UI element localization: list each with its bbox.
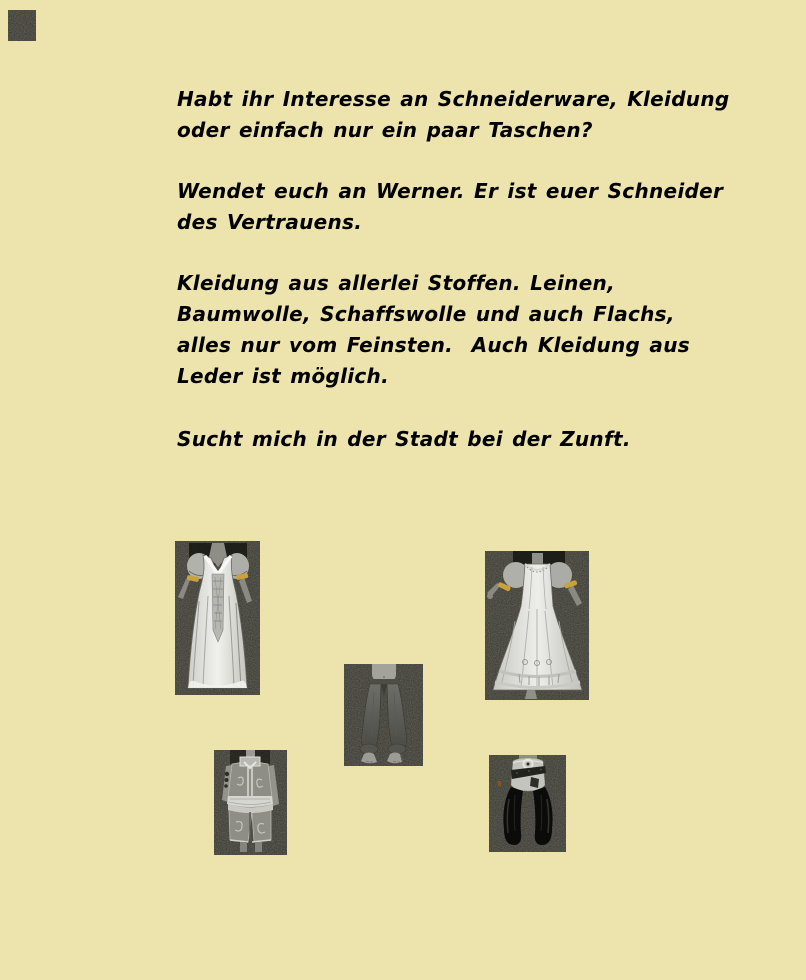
text-line: Leder ist möglich. xyxy=(177,364,389,388)
black-fur-trousers-graphic xyxy=(489,755,566,852)
grey-baggy-trousers-graphic xyxy=(344,664,423,766)
corner-texture-square xyxy=(8,10,36,41)
text-line: Baumwolle, Schaffswolle und auch Flachs, xyxy=(177,302,675,326)
text-line: Sucht mich in der Stadt bei der Zunft. xyxy=(177,427,631,451)
paragraph-location xyxy=(177,424,631,455)
text-line: alles nur vom Feinsten. Auch Kleidung aus xyxy=(177,333,690,357)
text-line: Kleidung aus allerlei Stoffen. Leinen, xyxy=(177,271,615,295)
text-line: Habt ihr Interesse an Schneiderware, Kleidung xyxy=(177,87,730,111)
text-line: Wendet euch an Werner. Er ist euer Schneider xyxy=(177,179,724,203)
product-image-grey-baggy-trousers xyxy=(344,664,423,766)
white-gown-empire-graphic xyxy=(175,541,260,695)
grey-tunic-with-sash-graphic xyxy=(214,750,287,855)
text-line: des Vertrauens. xyxy=(177,210,363,234)
corner-texture-graphic xyxy=(8,10,36,41)
product-image-black-fur-trousers xyxy=(489,755,566,852)
paragraph-interest xyxy=(177,84,730,146)
paragraph-materials xyxy=(177,268,690,392)
white-gown-full-skirt-graphic xyxy=(485,551,589,700)
paragraph-contact xyxy=(177,176,723,238)
text-line: oder einfach nur ein paar Taschen? xyxy=(177,118,593,142)
product-image-white-gown-full-skirt xyxy=(485,551,589,700)
product-image-white-gown-empire xyxy=(175,541,260,695)
product-image-grey-tunic-with-sash xyxy=(214,750,287,855)
